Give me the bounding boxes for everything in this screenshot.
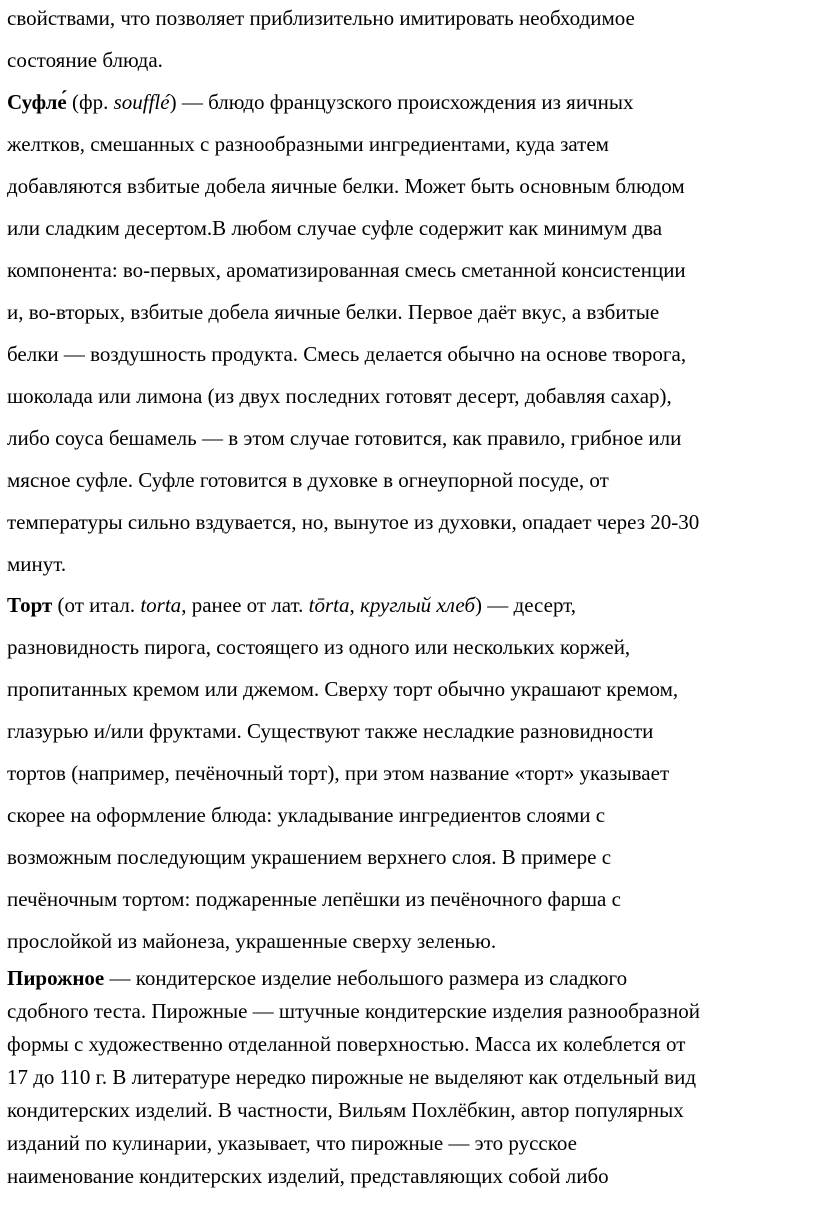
pirozhnoe-paragraph — [7, 962, 813, 1193]
paragraph-line — [7, 584, 813, 626]
paragraph-line: скорее на оформление блюда: укладывание ингредиентов слоями с — [7, 803, 606, 827]
text-segment: — кондитерское изделие небольшого размера из сладкого — [104, 966, 628, 990]
gloss-text: круглый хлеб — [360, 593, 476, 617]
text-segment: ) — блюдо французского происхождения из яичных — [169, 90, 634, 114]
text-segment: (от итал. — [52, 593, 141, 617]
paragraph-line: или сладким десертом.В любом случае суфле содержит как минимум два — [7, 216, 663, 240]
paragraph-line: глазурью и/или фруктами. Существуют также несладкие разновидности — [7, 719, 654, 743]
paragraph-line: разновидность пирога, состоящего из одного или нескольких коржей, — [7, 635, 631, 659]
paragraph-line: тортов (например, печёночный торт), при этом название «торт» указывает — [7, 761, 670, 785]
paragraph-line: либо соуса бешамель — в этом случае готовится, как правило, грибное или — [7, 426, 682, 450]
tort-paragraph — [7, 584, 813, 962]
paragraph-line: и, во-вторых, взбитые добела яичные белки. Первое даёт вкус, а взбитые — [7, 300, 660, 324]
paragraph-line: сдобного теста. Пирожные — штучные кондитерские изделия разнообразной — [7, 999, 701, 1023]
souffle-paragraph — [7, 81, 813, 585]
term-pirozhnoe: Пирожное — [7, 966, 105, 990]
foreign-word: tōrta — [308, 593, 350, 617]
term-souffle: Суфле́ — [7, 90, 67, 114]
paragraph-line: прослойкой из майонеза, украшенные сверху зеленью. — [7, 929, 497, 953]
paragraph-line: температуры сильно вздувается, но, вынутое из духовки, опадает через 20-30 — [7, 510, 700, 534]
term-tort: Торт — [7, 593, 53, 617]
intro-paragraph — [7, 0, 813, 81]
paragraph-line — [7, 81, 813, 123]
paragraph-line: возможным последующим украшением верхнего слоя. В примере с — [7, 845, 612, 869]
paragraph-line: 17 до 110 г. В литературе нередко пирожные не выделяют как отдельный вид — [7, 1065, 697, 1089]
paragraph-line: добавляются взбитые добела яичные белки. Может быть основным блюдом — [7, 174, 685, 198]
paragraph-line: свойствами, что позволяет приблизительно имитировать необходимое — [7, 6, 635, 30]
paragraph-line — [7, 962, 813, 995]
paragraph-line: желтков, смешанных с разнообразными ингредиентами, куда затем — [7, 132, 609, 156]
paragraph-line: состояние блюда. — [7, 48, 163, 72]
paragraph-line: наименование кондитерских изделий, представляющих собой либо — [7, 1164, 609, 1188]
paragraph-line: компонента: во-первых, ароматизированная смесь сметанной консистенции — [7, 258, 686, 282]
paragraph-line: пропитанных кремом или джемом. Сверху торт обычно украшают кремом, — [7, 677, 679, 701]
text-segment: ) — десерт, — [475, 593, 577, 617]
foreign-word: torta — [140, 593, 182, 617]
paragraph-line: печёночным тортом: поджаренные лепёшки из печёночного фарша с — [7, 887, 621, 911]
paragraph-line: шоколада или лимона (из двух последних готовят десерт, добавляя сахар), — [7, 384, 672, 408]
text-segment: , — [349, 593, 360, 617]
paragraph-line: изданий по кулинарии, указывает, что пирожные — это русское — [7, 1131, 577, 1155]
foreign-word: soufflé — [113, 90, 170, 114]
paragraph-line: кондитерских изделий. В частности, Вильям Похлёбкин, автор популярных — [7, 1098, 684, 1122]
text-segment: , ранее от лат. — [181, 593, 309, 617]
paragraph-line: минут. — [7, 552, 67, 576]
text-segment: (фр. — [66, 90, 114, 114]
paragraph-line: белки — воздушность продукта. Смесь делается обычно на основе творога, — [7, 342, 687, 366]
paragraph-line: мясное суфле. Суфле готовится в духовке в огнеупорной посуде, от — [7, 468, 609, 492]
paragraph-line: формы с художественно отделанной поверхностью. Масса их колеблется от — [7, 1032, 686, 1056]
